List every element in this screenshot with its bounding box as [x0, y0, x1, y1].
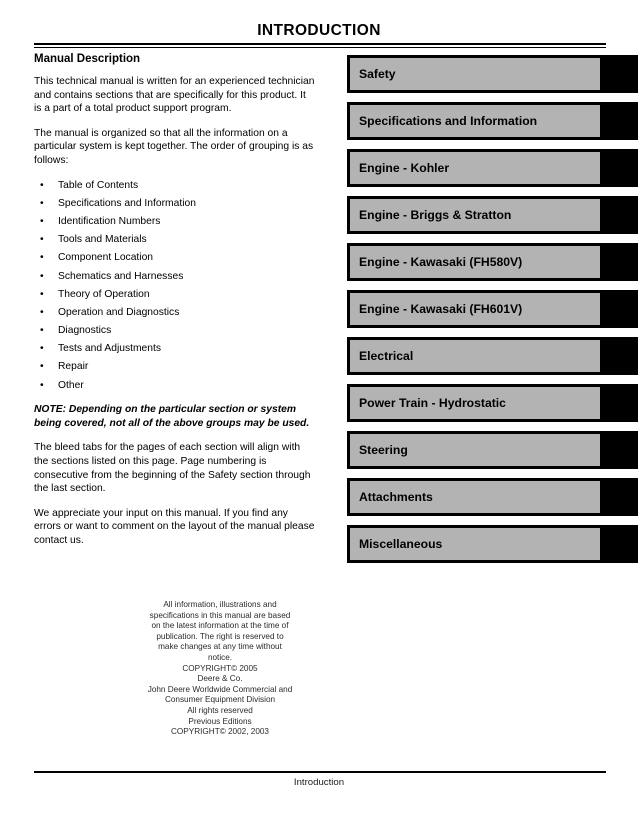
copyright-line: Previous Editions	[188, 716, 252, 726]
copyright-line: All rights reserved	[187, 705, 253, 715]
bleed-tab[interactable]	[347, 102, 638, 140]
list-item-label: Other	[58, 379, 84, 391]
copyright-line: Deere & Co.	[197, 674, 243, 684]
bleed-tab-label: Attachments	[359, 490, 433, 504]
bleed-tab-box[interactable]	[347, 431, 603, 469]
list-item	[34, 197, 316, 211]
bleed-tab-label: Miscellaneous	[359, 537, 443, 551]
bleed-tab-label: Power Train - Hydrostatic	[359, 396, 506, 410]
bleed-tab[interactable]	[347, 431, 638, 469]
bleed-tab-box[interactable]	[347, 102, 603, 140]
bullet-icon: •	[40, 379, 44, 391]
list-item-label: Identification Numbers	[58, 215, 161, 227]
list-item-label: Theory of Operation	[58, 288, 150, 300]
bullet-icon: •	[40, 179, 44, 191]
copyright-line: publication. The right is reserved to	[156, 631, 284, 641]
list-item-label: Repair	[58, 361, 89, 373]
bleed-tab-marker	[599, 290, 638, 328]
bleed-tab-marker	[599, 55, 638, 93]
copyright-line: All information, illustrations and	[163, 600, 277, 609]
bleed-tab-label: Safety	[359, 67, 396, 81]
bleed-tab-label: Steering	[359, 443, 408, 457]
description-paragraph-2: The manual is organized so that all the information on a particular system is kept together. The order of grouping is as follows:	[34, 127, 314, 166]
list-item	[34, 288, 316, 302]
bleed-tab-box[interactable]	[347, 525, 603, 563]
list-item	[34, 342, 316, 356]
bleed-tab[interactable]	[347, 290, 638, 328]
header-rule-thin	[34, 47, 606, 48]
bleed-tab-marker	[599, 431, 638, 469]
list-item	[34, 215, 316, 229]
bleed-tab-label: Engine - Briggs & Stratton	[359, 208, 512, 222]
list-item-label: Schematics and Harnesses	[58, 270, 184, 282]
manual-description-column	[34, 52, 316, 559]
bleed-tab-marker	[599, 196, 638, 234]
list-item	[34, 360, 316, 374]
list-item	[34, 233, 316, 247]
list-item-label: Component Location	[58, 252, 154, 264]
section-group-list	[34, 179, 316, 393]
bullet-icon: •	[40, 343, 44, 355]
bleed-tab[interactable]	[347, 149, 638, 187]
list-item-label: Tests and Adjustments	[58, 343, 162, 355]
copyright-line: specifications in this manual are based	[149, 610, 291, 620]
copyright-line: John Deere Worldwide Commercial and	[147, 684, 293, 694]
list-item	[34, 324, 316, 338]
bullet-icon: •	[40, 234, 44, 246]
bleed-tab[interactable]	[347, 478, 638, 516]
bleed-tab-marker	[599, 102, 638, 140]
bleed-tab[interactable]	[347, 55, 638, 93]
copyright-line: Consumer Equipment Division	[164, 695, 276, 705]
bleed-tab-label: Engine - Kohler	[359, 161, 450, 175]
footer-label: Introduction	[293, 777, 345, 788]
bleed-tab[interactable]	[347, 525, 638, 563]
copyright-line: make changes at any time without	[158, 642, 282, 652]
bleed-tab-marker	[599, 384, 638, 422]
bleed-tab-label: Specifications and Information	[359, 114, 538, 128]
bleed-tab[interactable]	[347, 243, 638, 281]
bleed-tab-marker	[599, 337, 638, 375]
copyright-line: on the latest information at the time of	[151, 621, 289, 631]
bullet-icon: •	[40, 197, 44, 209]
bullet-icon: •	[40, 215, 44, 227]
list-item-label: Diagnostics	[58, 325, 112, 337]
copyright-line: COPYRIGHT© 2005	[182, 663, 258, 673]
list-item-label: Specifications and Information	[58, 197, 196, 209]
copyright-line: COPYRIGHT© 2002, 2003	[171, 727, 269, 737]
bleed-tab-label: Electrical	[359, 349, 414, 363]
bleed-tab-label: Engine - Kawasaki (FH580V)	[359, 255, 523, 269]
bleed-tab-box[interactable]	[347, 196, 603, 234]
copyright-line: notice.	[207, 652, 233, 662]
list-item	[34, 179, 316, 193]
bullet-icon: •	[40, 325, 44, 337]
bleed-tab-box[interactable]	[347, 290, 603, 328]
bleed-tab-marker	[599, 149, 638, 187]
header-divider	[34, 43, 606, 48]
description-paragraph-3: The bleed tabs for the pages of each section will align with the sections listed on this page. Page numbering is consecutive from the beginning of the Safety section through the last section.	[34, 442, 311, 495]
section-heading: Manual Description	[34, 53, 141, 65]
bleed-tab-box[interactable]	[347, 243, 603, 281]
bleed-tab-box[interactable]	[347, 55, 603, 93]
footer-divider	[34, 771, 606, 773]
page-title: INTRODUCTION	[257, 22, 381, 39]
list-item-label: Operation and Diagnostics	[58, 306, 180, 318]
list-item	[34, 379, 316, 393]
list-item	[34, 270, 316, 284]
bullet-icon: •	[40, 270, 44, 282]
bleed-tab-box[interactable]	[347, 478, 603, 516]
bleed-tab-marker	[599, 243, 638, 281]
list-item	[34, 251, 316, 265]
description-paragraph-4: We appreciate your input on this manual. If you find any errors or want to comment on the layout of the manual please contact us.	[34, 507, 315, 546]
list-item-label: Table of Contents	[58, 179, 139, 191]
list-item	[34, 306, 316, 320]
bullet-icon: •	[40, 288, 44, 300]
copyright-notice	[80, 600, 360, 738]
bleed-tab-marker	[599, 525, 638, 563]
bullet-icon: •	[40, 252, 44, 264]
bleed-tab[interactable]	[347, 337, 638, 375]
note-paragraph: NOTE: Depending on the particular section or system being covered, not all of the above groups may be used.	[34, 404, 310, 429]
bleed-tab-box[interactable]	[347, 337, 603, 375]
bleed-tab-list	[347, 55, 638, 572]
list-item-label: Tools and Materials	[58, 234, 147, 246]
description-paragraph-1: This technical manual is written for an experienced technician and contains sections that are specifically for this product. It is a part of a total product support program.	[34, 76, 315, 115]
bullet-icon: •	[40, 361, 44, 373]
bleed-tab[interactable]	[347, 384, 638, 422]
bleed-tab-marker	[599, 478, 638, 516]
bleed-tab-box[interactable]	[347, 384, 603, 422]
bleed-tab-label: Engine - Kawasaki (FH601V)	[359, 302, 523, 316]
bullet-icon: •	[40, 306, 44, 318]
bleed-tab[interactable]	[347, 196, 638, 234]
bleed-tab-box[interactable]	[347, 149, 603, 187]
